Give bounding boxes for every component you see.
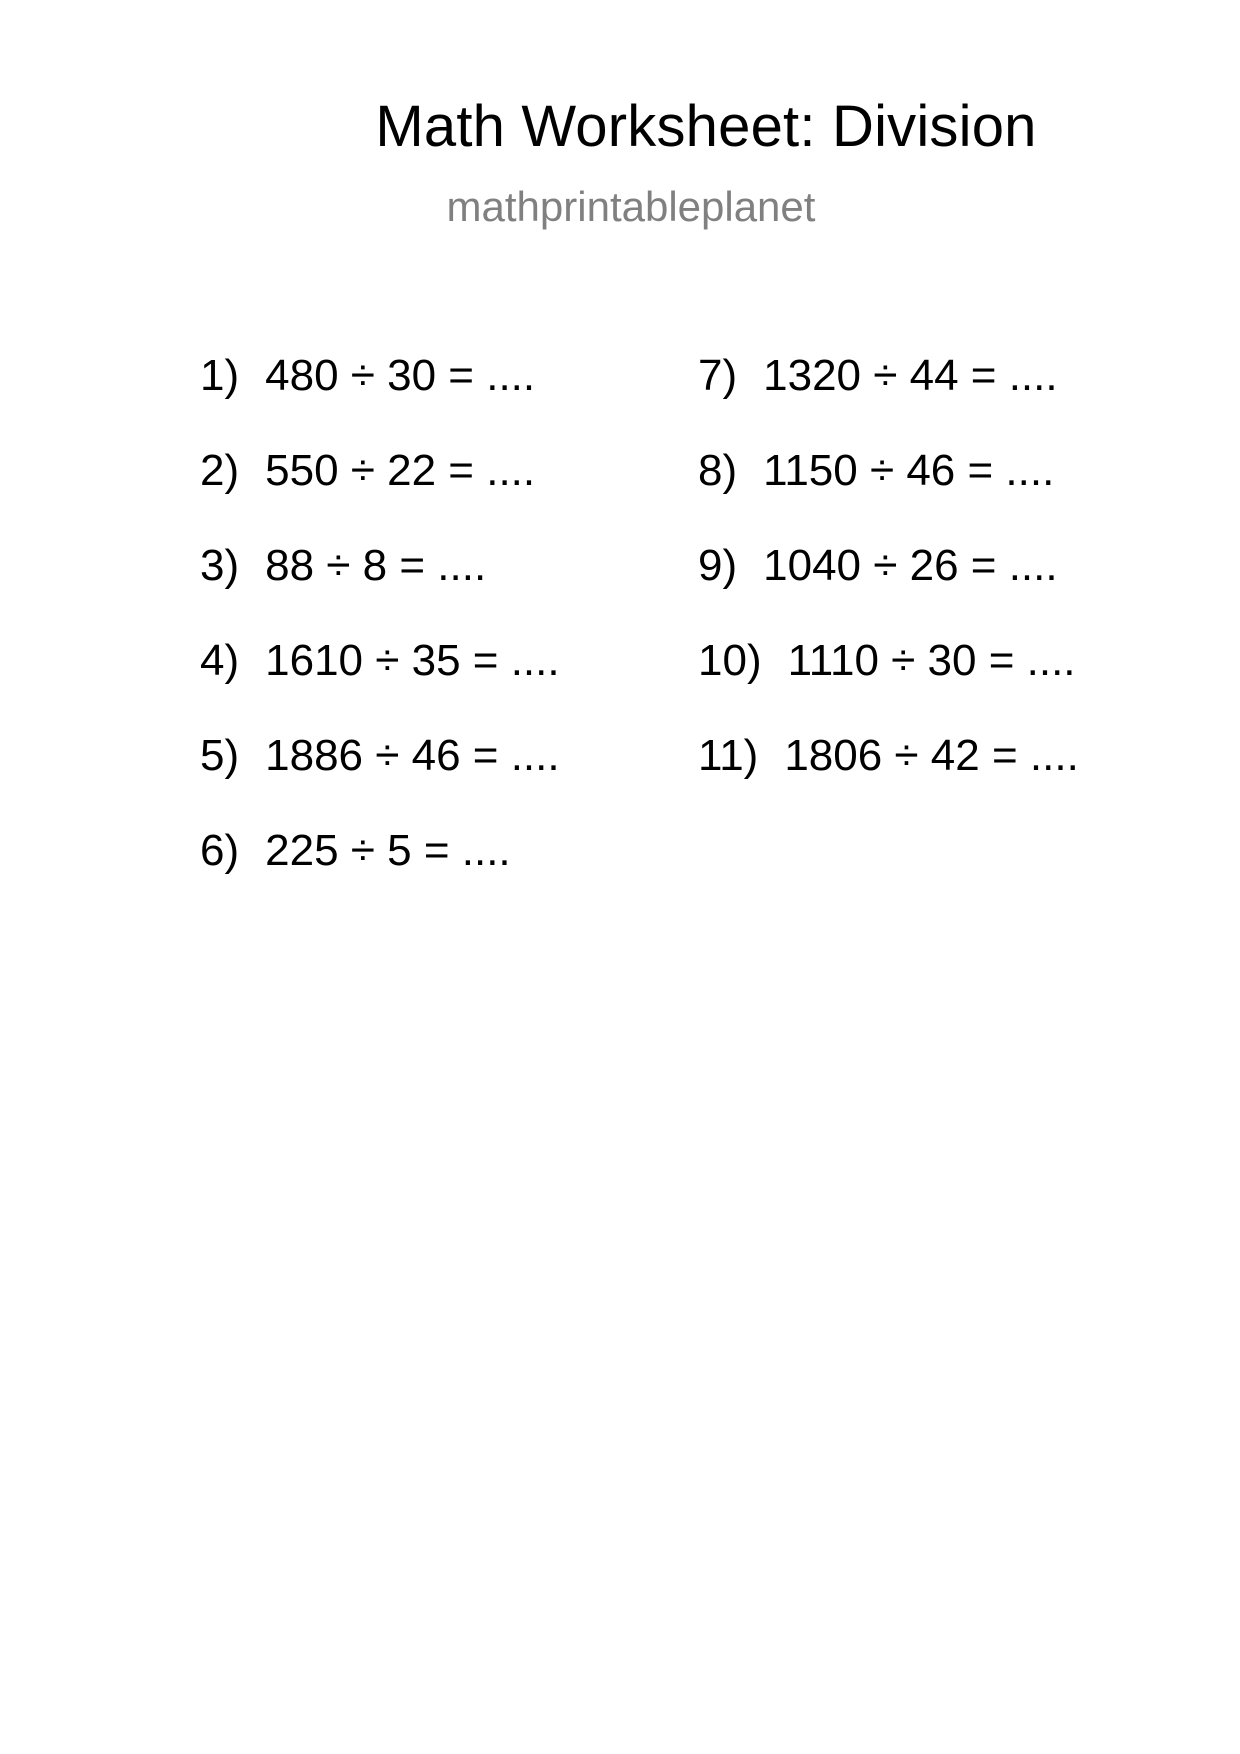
problem-expression: 480 ÷ 30 = .... [265, 351, 536, 400]
problem-item [200, 540, 560, 635]
page-subtitle: mathprintableplanet [446, 183, 816, 230]
problem-number: 5) [200, 731, 240, 780]
problem-number: 1) [200, 351, 240, 400]
problem-number: 10) [698, 636, 762, 685]
problem-item [698, 635, 1079, 730]
problem-item [698, 445, 1079, 540]
problem-item [200, 825, 560, 920]
problem-number: 9) [698, 541, 738, 590]
problem-expression: 225 ÷ 5 = .... [265, 826, 511, 875]
problem-number: 7) [698, 351, 738, 400]
page-title: Math Worksheet: Division [375, 94, 1037, 159]
problem-item [698, 730, 1079, 825]
problem-number: 3) [200, 541, 240, 590]
problem-number: 11) [698, 731, 759, 780]
problem-number: 2) [200, 446, 240, 495]
problem-expression: 1110 ÷ 30 = .... [787, 636, 1076, 685]
problem-number: 4) [200, 636, 240, 685]
problem-expression: 1150 ÷ 46 = .... [763, 446, 1055, 495]
problem-item [698, 350, 1079, 445]
problem-expression: 88 ÷ 8 = .... [265, 541, 487, 590]
problem-item [200, 730, 560, 825]
problem-list-left [200, 350, 560, 920]
problem-item [200, 350, 560, 445]
problem-expression: 1040 ÷ 26 = .... [763, 541, 1058, 590]
problem-expression: 1320 ÷ 44 = .... [763, 351, 1058, 400]
problem-item [200, 635, 560, 730]
problem-expression: 1886 ÷ 46 = .... [265, 731, 560, 780]
problem-list-right [698, 350, 1079, 825]
problem-number: 8) [698, 446, 738, 495]
problem-item [200, 445, 560, 540]
problem-expression: 1610 ÷ 35 = .... [265, 636, 560, 685]
problem-expression: 550 ÷ 22 = .... [265, 446, 536, 495]
problem-expression: 1806 ÷ 42 = .... [784, 731, 1079, 780]
problem-number: 6) [200, 826, 240, 875]
problem-item [698, 540, 1079, 635]
